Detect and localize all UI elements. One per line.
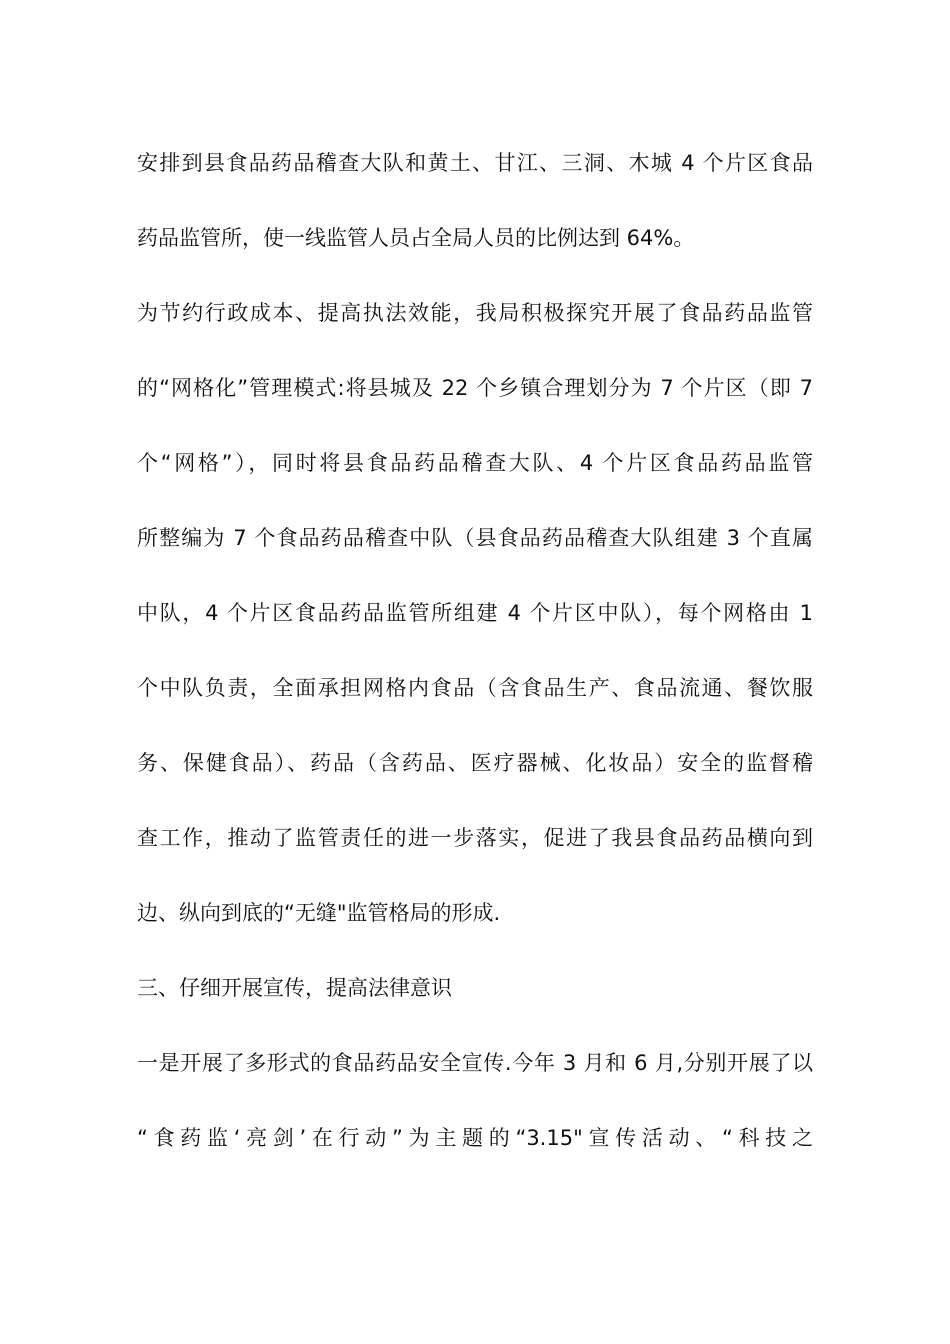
text-line-9: 务、保健食品）、药品（含药品、医疗器械、化妆品）安全的监督稽 (137, 751, 813, 775)
text-line-14: “食药监‘亮剑’在行动”为主题的“3.15"宣传活动、“科技之 (137, 1126, 813, 1150)
text-line-6: 所整编为 7 个食品药品稽查中队（县食品药品稽查大队组建 3 个直属 (137, 526, 813, 550)
text-line-5: 个“网格”），同时将县食品药品稽查大队、4 个片区食品药品监管 (137, 451, 813, 475)
text-line-4: 的“网格化”管理模式:将县城及 22 个乡镇合理划分为 7 个片区（即 7 (137, 376, 813, 400)
text-line-3: 为节约行政成本、提高执法效能，我局积极探究开展了食品药品监管 (137, 301, 813, 325)
text-line-11: 边、纵向到底的“无缝"监管格局的形成. (137, 901, 501, 925)
text-line-7: 中队，4 个片区食品药品监管所组建 4 个片区中队），每个网格由 1 (137, 601, 813, 625)
text-line-8: 个中队负责，全面承担网格内食品（含食品生产、食品流通、餐饮服 (137, 676, 813, 700)
text-line-13: 一是开展了多形式的食品药品安全宣传.今年 3 月和 6 月,分别开展了以 (137, 1051, 813, 1075)
text-line-2: 药品监管所，使一线监管人员占全局人员的比例达到 64%。 (137, 226, 695, 250)
text-line-1: 安排到县食品药品稽查大队和黄土、甘江、三洞、木城 4 个片区食品 (137, 151, 813, 175)
text-line-10: 查工作，推动了监管责任的进一步落实，促进了我县食品药品横向到 (137, 826, 813, 850)
section-heading: 三、仔细开展宣传，提高法律意识 (137, 976, 452, 1000)
body-text (137, 141, 813, 1191)
